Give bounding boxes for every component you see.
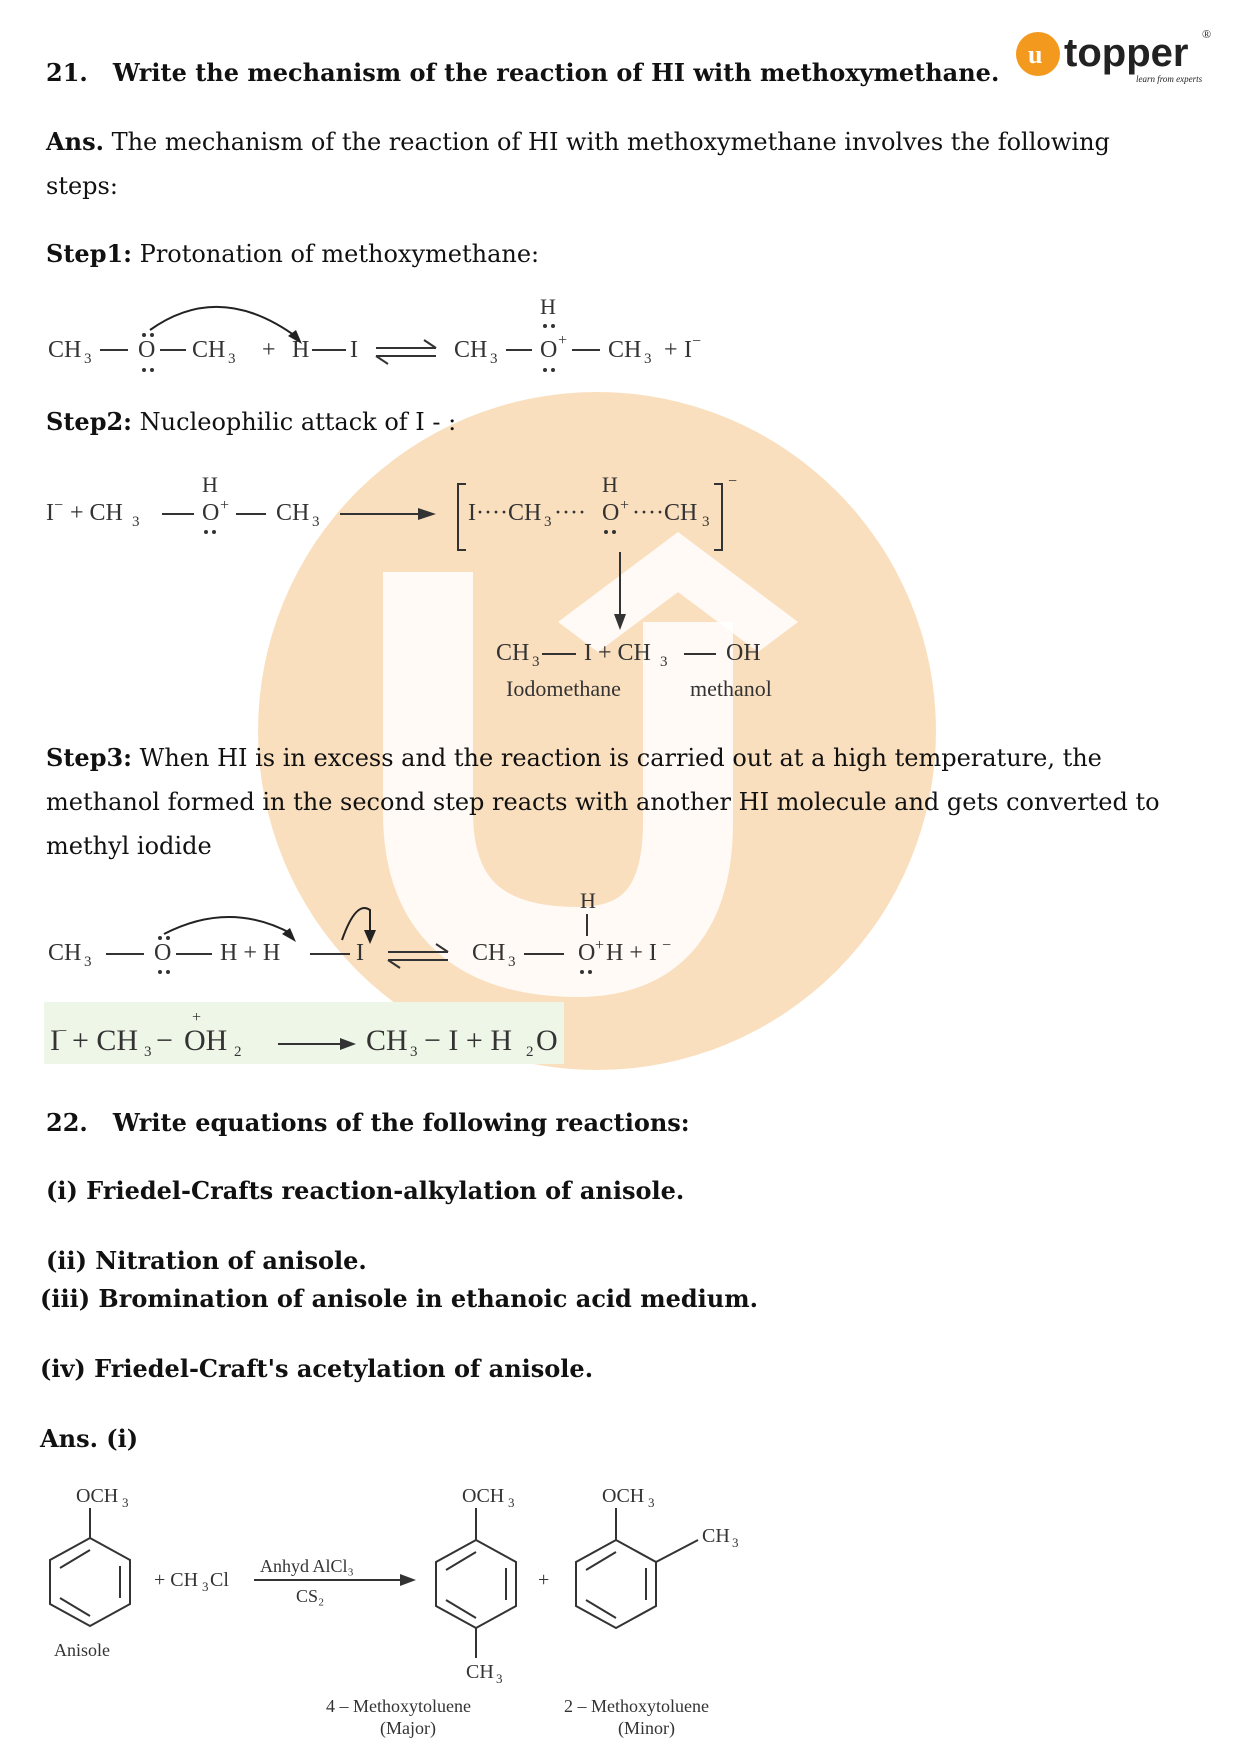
- svg-text:3: 3: [84, 954, 92, 970]
- svg-text:CH: CH: [48, 940, 82, 966]
- svg-text:u: u: [1028, 40, 1043, 69]
- svg-text:3: 3: [132, 514, 140, 530]
- svg-text:I: I: [46, 500, 54, 526]
- part-iv: (iv) Friedel-Craft's acetylation of anisole.: [40, 1354, 594, 1383]
- svg-text:O: O: [154, 940, 172, 966]
- svg-text:3: 3: [312, 514, 320, 530]
- svg-text:H: H: [292, 337, 310, 363]
- svg-text:Cl: Cl: [210, 1569, 229, 1591]
- step3-label: Step3:: [46, 743, 133, 772]
- svg-text:H + I: H + I: [606, 940, 657, 966]
- svg-text:OCH: OCH: [462, 1485, 505, 1507]
- question-22: [46, 1108, 690, 1137]
- svg-text:®: ®: [1202, 27, 1212, 41]
- svg-text:+: +: [538, 1569, 550, 1591]
- step2-heading: [46, 400, 456, 444]
- svg-text:I + CH: I + CH: [584, 640, 651, 666]
- svg-text:3: 3: [84, 351, 92, 367]
- svg-text:H: H: [580, 890, 596, 913]
- svg-text:3: 3: [544, 514, 552, 530]
- svg-text:H: H: [540, 294, 556, 319]
- svg-text:OCH: OCH: [602, 1485, 645, 1507]
- svg-text:3: 3: [490, 351, 498, 367]
- anisole-label: Anisole: [54, 1640, 110, 1660]
- svg-text:CH: CH: [192, 337, 226, 363]
- svg-text:3: 3: [732, 1535, 739, 1550]
- svg-text:OH: OH: [184, 1024, 228, 1057]
- svg-text:O: O: [578, 940, 596, 966]
- svg-text:H: H: [602, 472, 618, 497]
- svg-text:+ CH: + CH: [72, 1024, 139, 1057]
- svg-text:+: +: [664, 337, 678, 363]
- part-iii: (iii) Bromination of anisole in ethanoic acid medium.: [40, 1284, 758, 1313]
- svg-text:I: I: [356, 940, 364, 966]
- svg-text:3: 3: [496, 1671, 503, 1686]
- svg-text:CH: CH: [466, 1661, 494, 1683]
- step2-reaction-diagram: [40, 470, 810, 710]
- product2-note: (Minor): [618, 1718, 675, 1738]
- question-text: Write the mechanism of the reaction of HI with methoxymethane.: [112, 58, 1000, 87]
- question-number: 21.: [46, 58, 88, 87]
- product1-note: (Major): [380, 1718, 436, 1738]
- svg-text:CH: CH: [48, 337, 82, 363]
- svg-text:topper: topper: [1064, 31, 1189, 75]
- svg-text:CH: CH: [366, 1024, 408, 1057]
- reagent-bottom: CS₂: [296, 1586, 325, 1606]
- svg-text:+ CH: + CH: [70, 500, 123, 526]
- svg-text:− I + H: − I + H: [424, 1024, 512, 1057]
- svg-text:−: −: [58, 1023, 68, 1040]
- svg-text:O: O: [138, 337, 156, 363]
- answer-label: Ans.: [46, 127, 104, 156]
- svg-text:CH: CH: [702, 1525, 730, 1547]
- svg-text:CH: CH: [454, 337, 488, 363]
- answer-22-label: Ans. (i): [40, 1424, 139, 1453]
- svg-text:−: −: [662, 937, 672, 954]
- iodomethane-label: Iodomethane: [506, 676, 621, 701]
- svg-text:2: 2: [234, 1044, 242, 1060]
- svg-text:O: O: [602, 500, 620, 526]
- topper-logo: [1016, 24, 1216, 94]
- svg-text:+: +: [220, 497, 230, 514]
- methanol-label: methanol: [690, 676, 772, 701]
- svg-text:−: −: [728, 473, 738, 490]
- product2-label: 2 – Methoxytoluene: [564, 1696, 709, 1716]
- product1-label: 4 – Methoxytoluene: [326, 1696, 471, 1716]
- svg-text:O: O: [540, 337, 558, 363]
- step1-reaction-diagram: [40, 290, 760, 390]
- answer-text: The mechanism of the reaction of HI with methoxymethane involves the following steps:: [46, 128, 1110, 200]
- svg-text:I: I: [350, 337, 358, 363]
- svg-text:learn from experts: learn from experts: [1136, 74, 1203, 84]
- question-text: Write equations of the following reactions:: [112, 1108, 690, 1137]
- question-number: 22.: [46, 1108, 88, 1137]
- step1-label: Step1:: [46, 239, 133, 268]
- svg-text:+: +: [595, 937, 605, 954]
- svg-text:H: H: [202, 472, 218, 497]
- step1-text: Protonation of methoxymethane:: [139, 240, 540, 268]
- svg-text:H + H: H + H: [220, 940, 281, 966]
- svg-text:3: 3: [122, 1495, 129, 1510]
- svg-text:I: I: [684, 337, 692, 363]
- part-ii: (ii) Nitration of anisole.: [46, 1246, 367, 1275]
- svg-text:CH: CH: [496, 640, 530, 666]
- step1-heading: [46, 232, 539, 276]
- step3-reaction-diagram: [40, 890, 800, 1080]
- svg-text:+ CH: + CH: [154, 1569, 199, 1591]
- svg-text:2: 2: [526, 1044, 534, 1060]
- svg-text:+: +: [262, 337, 276, 363]
- answer-paragraph: [46, 120, 1126, 208]
- svg-text:CH: CH: [276, 500, 310, 526]
- svg-text:3: 3: [644, 351, 652, 367]
- svg-text:3: 3: [532, 654, 540, 670]
- svg-text:3: 3: [228, 351, 236, 367]
- svg-text:3: 3: [410, 1044, 418, 1060]
- svg-text:3: 3: [202, 1579, 209, 1594]
- svg-text:OH: OH: [726, 640, 761, 666]
- svg-text:····CH: ····CH: [632, 500, 698, 526]
- step2-label: Step2:: [46, 407, 133, 436]
- part-i: (i) Friedel-Crafts reaction-alkylation of anisole.: [46, 1176, 685, 1205]
- svg-text:3: 3: [648, 1495, 655, 1510]
- svg-text:····: ····: [554, 500, 586, 526]
- svg-text:3: 3: [508, 954, 516, 970]
- svg-text:CH: CH: [472, 940, 506, 966]
- svg-text:3: 3: [508, 1495, 515, 1510]
- svg-text:+: +: [558, 332, 568, 349]
- svg-text:OCH: OCH: [76, 1485, 119, 1507]
- svg-text:I: I: [50, 1024, 60, 1057]
- svg-text:CH: CH: [608, 337, 642, 363]
- svg-text:−: −: [54, 497, 64, 514]
- reagent-top: Anhyd AlCl₃: [260, 1556, 354, 1576]
- svg-text:+: +: [192, 1009, 202, 1026]
- svg-text:−: −: [156, 1024, 173, 1057]
- alkylation-reaction-diagram: [30, 1480, 790, 1750]
- svg-text:3: 3: [702, 514, 710, 530]
- svg-text:3: 3: [144, 1044, 152, 1060]
- svg-text:O: O: [202, 500, 220, 526]
- question-21: [46, 58, 999, 87]
- svg-text:+: +: [620, 497, 630, 514]
- step3-paragraph: [46, 736, 1176, 868]
- step2-text: Nucleophilic attack of I - :: [139, 408, 457, 436]
- svg-text:3: 3: [660, 654, 668, 670]
- svg-text:O: O: [536, 1024, 558, 1057]
- svg-text:−: −: [692, 333, 702, 350]
- svg-text:I····CH: I····CH: [468, 500, 542, 526]
- step3-text: When HI is in excess and the reaction is carried out at a high temperature, the methanol formed in the second step reacts with another HI molecule and gets converted to methyl iodide: [46, 744, 1160, 860]
